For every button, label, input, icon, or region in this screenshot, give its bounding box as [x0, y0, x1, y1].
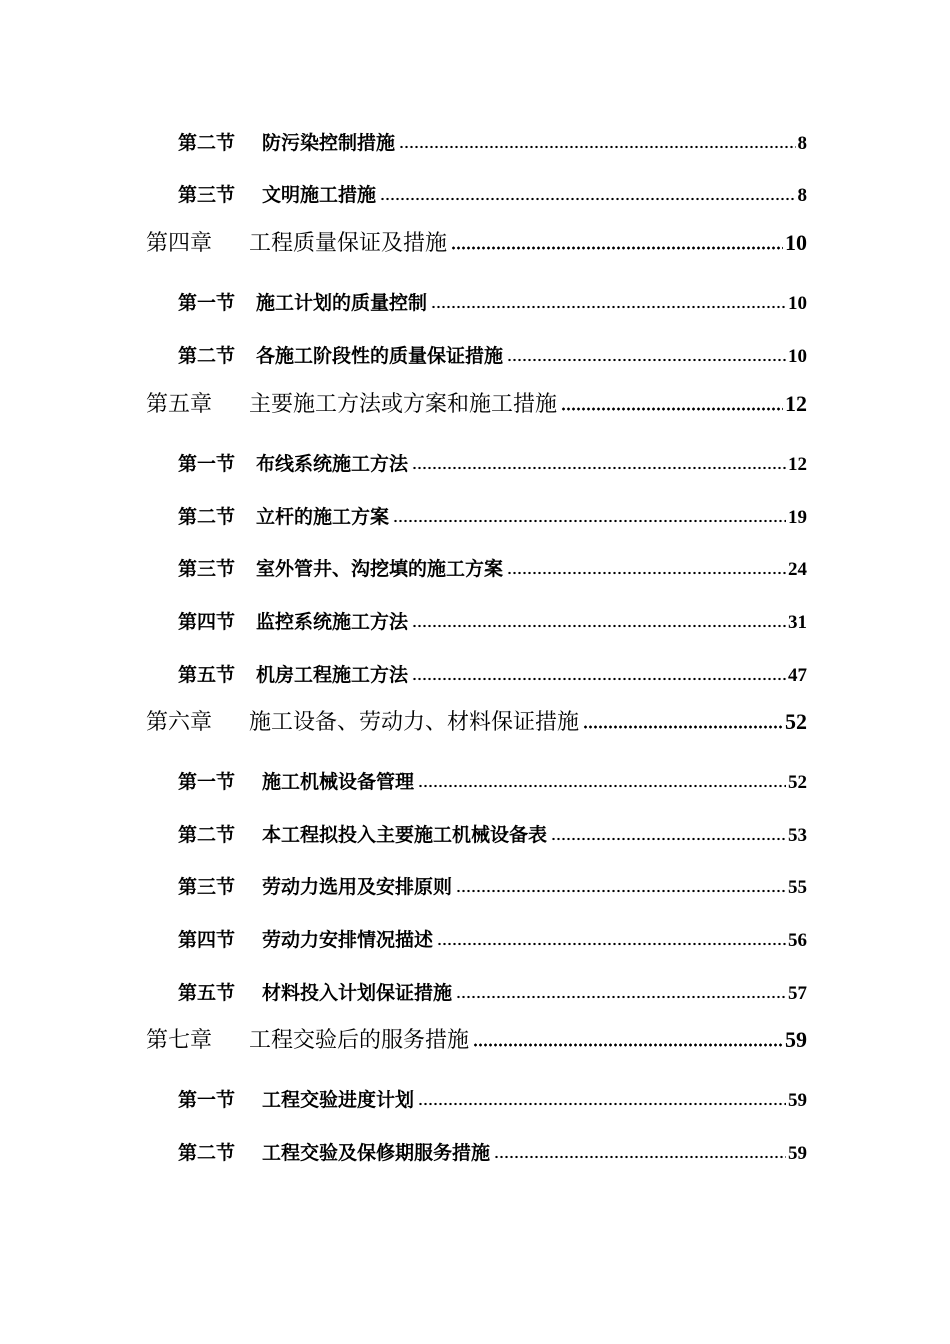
- toc-page-number: 56: [788, 930, 807, 951]
- toc-leader-dots: [399, 145, 795, 149]
- toc-chapter-number: 第五章: [146, 392, 213, 417]
- toc-entry[interactable]: [146, 387, 807, 418]
- toc-section-title: 文明施工措施: [262, 184, 377, 206]
- toc-leader-dots: [561, 407, 783, 411]
- toc-chapter-number: 第七章: [146, 1028, 213, 1053]
- toc-chapter-title: 主要施工方法或方案和施工措施: [249, 392, 558, 417]
- toc-leader-dots: [494, 1155, 786, 1159]
- toc-section-number: 第四节: [178, 611, 236, 633]
- toc-section-title: 立杆的施工方案: [256, 506, 390, 528]
- toc-leader-dots: [380, 197, 795, 201]
- toc-entry[interactable]: [146, 1023, 807, 1054]
- toc-chapter-number: 第四章: [146, 231, 213, 256]
- toc-page-number: 59: [788, 1143, 807, 1164]
- toc-section-title: 室外管井、沟挖填的施工方案: [256, 558, 504, 580]
- toc-leader-dots: [507, 571, 786, 575]
- toc-entry[interactable]: [178, 1085, 807, 1112]
- toc-page-number: 52: [785, 709, 807, 734]
- toc-entry[interactable]: [178, 341, 807, 368]
- toc-page-number: 57: [788, 983, 807, 1004]
- toc-leader-dots: [393, 519, 786, 523]
- toc-section-number: 第五节: [178, 664, 236, 686]
- toc-entry[interactable]: [178, 288, 807, 315]
- toc-section-number: 第一节: [178, 771, 236, 793]
- toc-page-number: 10: [788, 346, 807, 367]
- toc-page-number: 10: [788, 293, 807, 314]
- toc-section-number: 第二节: [178, 506, 236, 528]
- toc-leader-dots: [431, 305, 786, 309]
- toc-page-number: 47: [788, 665, 807, 686]
- toc-leader-dots: [412, 624, 786, 628]
- toc-page-number: 52: [788, 772, 807, 793]
- toc-entry[interactable]: [146, 226, 807, 257]
- toc-section-number: 第一节: [178, 453, 236, 475]
- toc-leader-dots: [456, 889, 786, 893]
- toc-section-title: 劳动力安排情况描述: [262, 929, 434, 951]
- toc-section-title: 施工计划的质量控制: [256, 292, 428, 314]
- toc-section-number: 第二节: [178, 345, 236, 367]
- toc-entry[interactable]: [178, 128, 807, 155]
- toc-page-number: 53: [788, 825, 807, 846]
- toc-leader-dots: [418, 784, 786, 788]
- toc-entry[interactable]: [178, 502, 807, 529]
- toc-section-title: 工程交验及保修期服务措施: [262, 1142, 491, 1164]
- toc-entry[interactable]: [178, 925, 807, 952]
- toc-section-number: 第一节: [178, 1089, 236, 1111]
- toc-page-number: 12: [788, 454, 807, 475]
- toc-section-title: 防污染控制措施: [262, 132, 396, 154]
- toc-entry[interactable]: [178, 872, 807, 899]
- toc-page-number: 24: [788, 559, 807, 580]
- toc-section-number: 第五节: [178, 982, 236, 1004]
- toc-leader-dots: [456, 995, 786, 999]
- toc-entry[interactable]: [178, 180, 807, 207]
- toc-page-number: 19: [788, 507, 807, 528]
- toc-section-number: 第三节: [178, 876, 236, 898]
- toc-section-title: 各施工阶段性的质量保证措施: [256, 345, 504, 367]
- toc-leader-dots: [412, 677, 786, 681]
- toc-section-number: 第一节: [178, 292, 236, 314]
- toc-entry[interactable]: [178, 554, 807, 581]
- toc-leader-dots: [451, 246, 783, 250]
- toc-page-number: 8: [797, 133, 807, 154]
- toc-section-number: 第二节: [178, 824, 236, 846]
- toc-section-title: 布线系统施工方法: [256, 453, 409, 475]
- toc-section-number: 第三节: [178, 184, 236, 206]
- toc-chapter-title: 施工设备、劳动力、材料保证措施: [249, 710, 580, 735]
- toc-entry[interactable]: [178, 660, 807, 687]
- toc-section-title: 材料投入计划保证措施: [262, 982, 453, 1004]
- toc-page-number: 59: [785, 1027, 807, 1052]
- toc-section-title: 施工机械设备管理: [262, 771, 415, 793]
- toc-page-number: 12: [785, 391, 807, 416]
- toc-entry[interactable]: [178, 449, 807, 476]
- toc-section-title: 监控系统施工方法: [256, 611, 409, 633]
- toc-page-number: 59: [788, 1090, 807, 1111]
- toc-section-number: 第四节: [178, 929, 236, 951]
- toc-chapter-title: 工程质量保证及措施: [249, 231, 448, 256]
- toc-section-number: 第三节: [178, 558, 236, 580]
- toc-section-title: 机房工程施工方法: [256, 664, 409, 686]
- toc-page-number: 8: [797, 185, 807, 206]
- toc-page-number: 31: [788, 612, 807, 633]
- toc-chapter-number: 第六章: [146, 710, 213, 735]
- toc-leader-dots: [437, 942, 786, 946]
- toc-leader-dots: [507, 358, 786, 362]
- toc-page-number: 10: [785, 230, 807, 255]
- toc-leader-dots: [418, 1102, 786, 1106]
- toc-section-number: 第二节: [178, 1142, 236, 1164]
- toc-entry[interactable]: [178, 607, 807, 634]
- toc-leader-dots: [473, 1043, 783, 1047]
- toc-section-title: 劳动力选用及安排原则: [262, 876, 453, 898]
- toc-entry[interactable]: [178, 767, 807, 794]
- toc-section-title: 本工程拟投入主要施工机械设备表: [262, 824, 548, 846]
- toc-leader-dots: [551, 837, 786, 841]
- toc-entry[interactable]: [178, 820, 807, 847]
- toc-entry[interactable]: [178, 978, 807, 1005]
- toc-section-number: 第二节: [178, 132, 236, 154]
- toc-entry[interactable]: [146, 705, 807, 736]
- toc-page-number: 55: [788, 877, 807, 898]
- toc-entry[interactable]: [178, 1138, 807, 1165]
- toc-leader-dots: [412, 466, 786, 470]
- toc-chapter-title: 工程交验后的服务措施: [249, 1028, 470, 1053]
- toc-leader-dots: [583, 725, 783, 729]
- toc-section-title: 工程交验进度计划: [262, 1089, 415, 1111]
